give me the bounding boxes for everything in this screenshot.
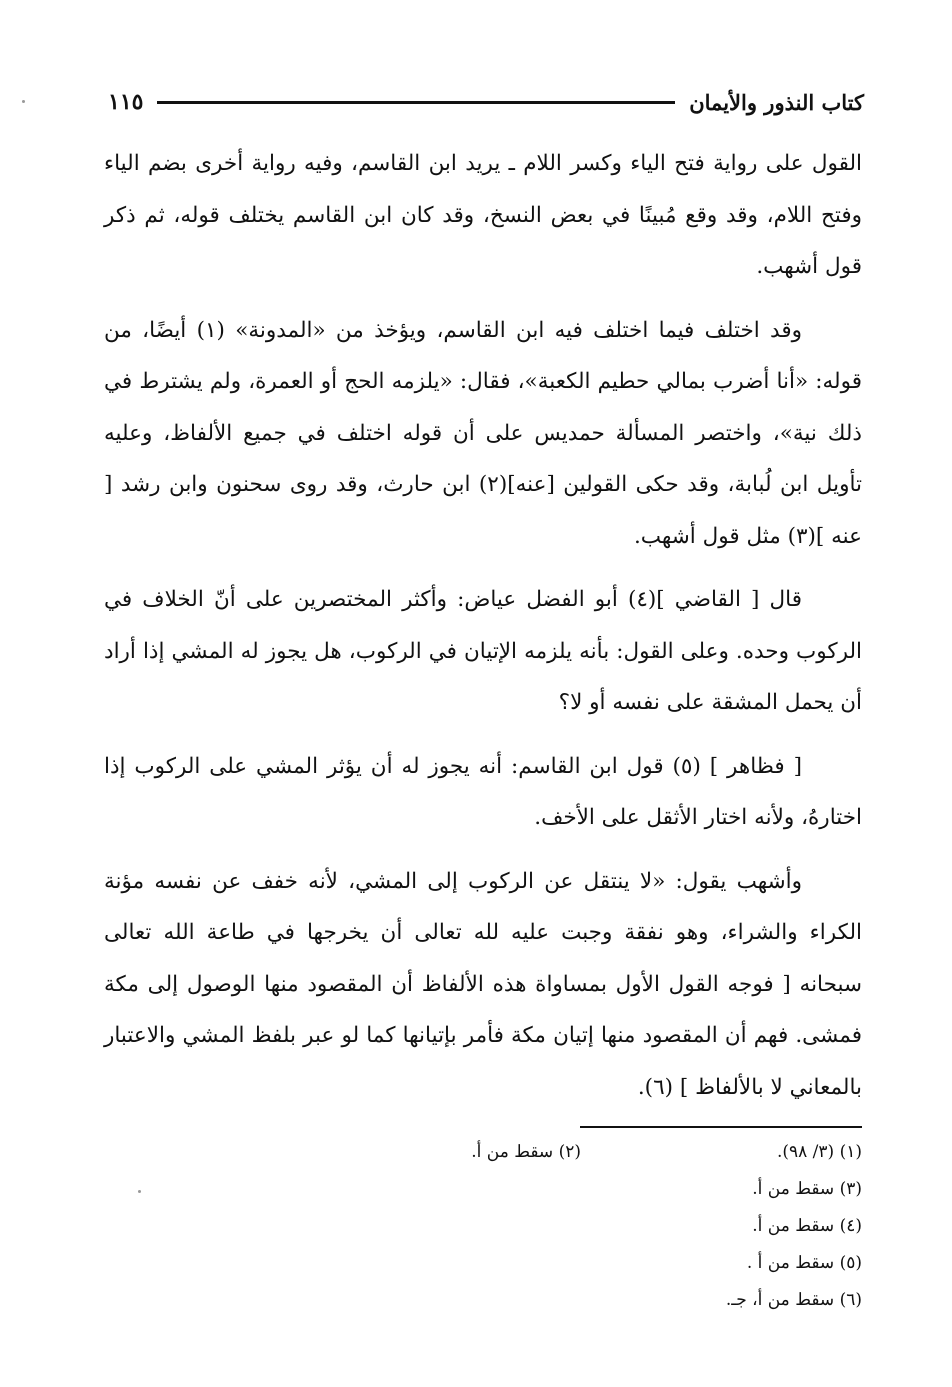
scan-speck xyxy=(22,100,25,103)
paragraph-3: قال [ القاضي ](٤) أبو الفضل عياض: وأكثر المختصرين على أنّ الخلاف في الركوب وحده. وعلى القول: بأنه يلزمه الإتيان في الركوب، هل يجوز له المشي إذا أراد أن يحمل المشقة على نفسه أو لا؟ xyxy=(104,587,862,715)
footnote-3: (٣) سقط من أ. xyxy=(752,1179,862,1199)
footnotes xyxy=(300,1134,862,1319)
scan-speck xyxy=(138,1190,141,1193)
footnote-4: (٤) سقط من أ. xyxy=(752,1216,862,1236)
header-rule xyxy=(157,101,675,104)
footnote-1: (١) (٣/ ٩٨). xyxy=(776,1142,862,1162)
chapter-title: كتاب النذور والأيمان xyxy=(689,89,864,115)
running-header xyxy=(108,82,864,122)
paragraph-5: وأشهب يقول: «لا ينتقل عن الركوب إلى المشي، لأنه خفف عن نفسه مؤنة الكراء والشراء، وهو نفقة وجبت عليه لله تعالى أن يخرجها في طاعة الله تعالى سبحانه [ فوجه القول الأول بمساواة هذه الألفاظ أن المقصود منها الوصول إلى مكة فمشى. فهم أن المقصود منها إتيان مكة فأمر بإتيانها كما لو عبر بلفظ المشي والاعتبار بالمعاني لا بالألفاظ ] (٦). xyxy=(104,868,862,1100)
main-text xyxy=(104,138,862,1125)
page-number: ١١٥ xyxy=(108,89,144,115)
footnote-row xyxy=(300,1134,862,1171)
paragraph-2: وقد اختلف فيما اختلف فيه ابن القاسم، ويؤخذ من «المدونة» (١) أيضًا، من قوله: «أنا أضرب بمالي حطيم الكعبة»، فقال: «يلزمه الحج أو العمرة، ولم يشترط في ذلك نية»، واختصر المسألة حمديس على أن قوله اختلف في جميع الألفاظ، وعليه تأويل ابن لُبابة، وقد حكى القولين [عنه](٢) ابن حارث، وقد روى سحنون وابن رشد [ عنه ](٣) مثل قول أشهب. xyxy=(104,317,862,549)
footnote-6: (٦) سقط من أ، جـ. xyxy=(725,1290,862,1310)
footnote-5: (٥) سقط من أ . xyxy=(746,1253,862,1273)
footnote-2: (٢) سقط من أ. xyxy=(471,1142,581,1162)
footnote-separator xyxy=(580,1126,862,1128)
paragraph-4: [ فظاهر ] (٥) قول ابن القاسم: أنه يجوز له أن يؤثر المشي على الركوب إذا اختارهُ، ولأنه اختار الأثقل على الأخف. xyxy=(104,753,862,830)
paragraph-1: القول على رواية فتح الياء وكسر اللام ـ يريد ابن القاسم، وفيه رواية أخرى بضم الياء وفتح اللام، وقد وقع مُبينًا في بعض النسخ، وقد كان ابن القاسم يختلف قوله، ثم ذكر قول أشهب. xyxy=(104,151,862,279)
